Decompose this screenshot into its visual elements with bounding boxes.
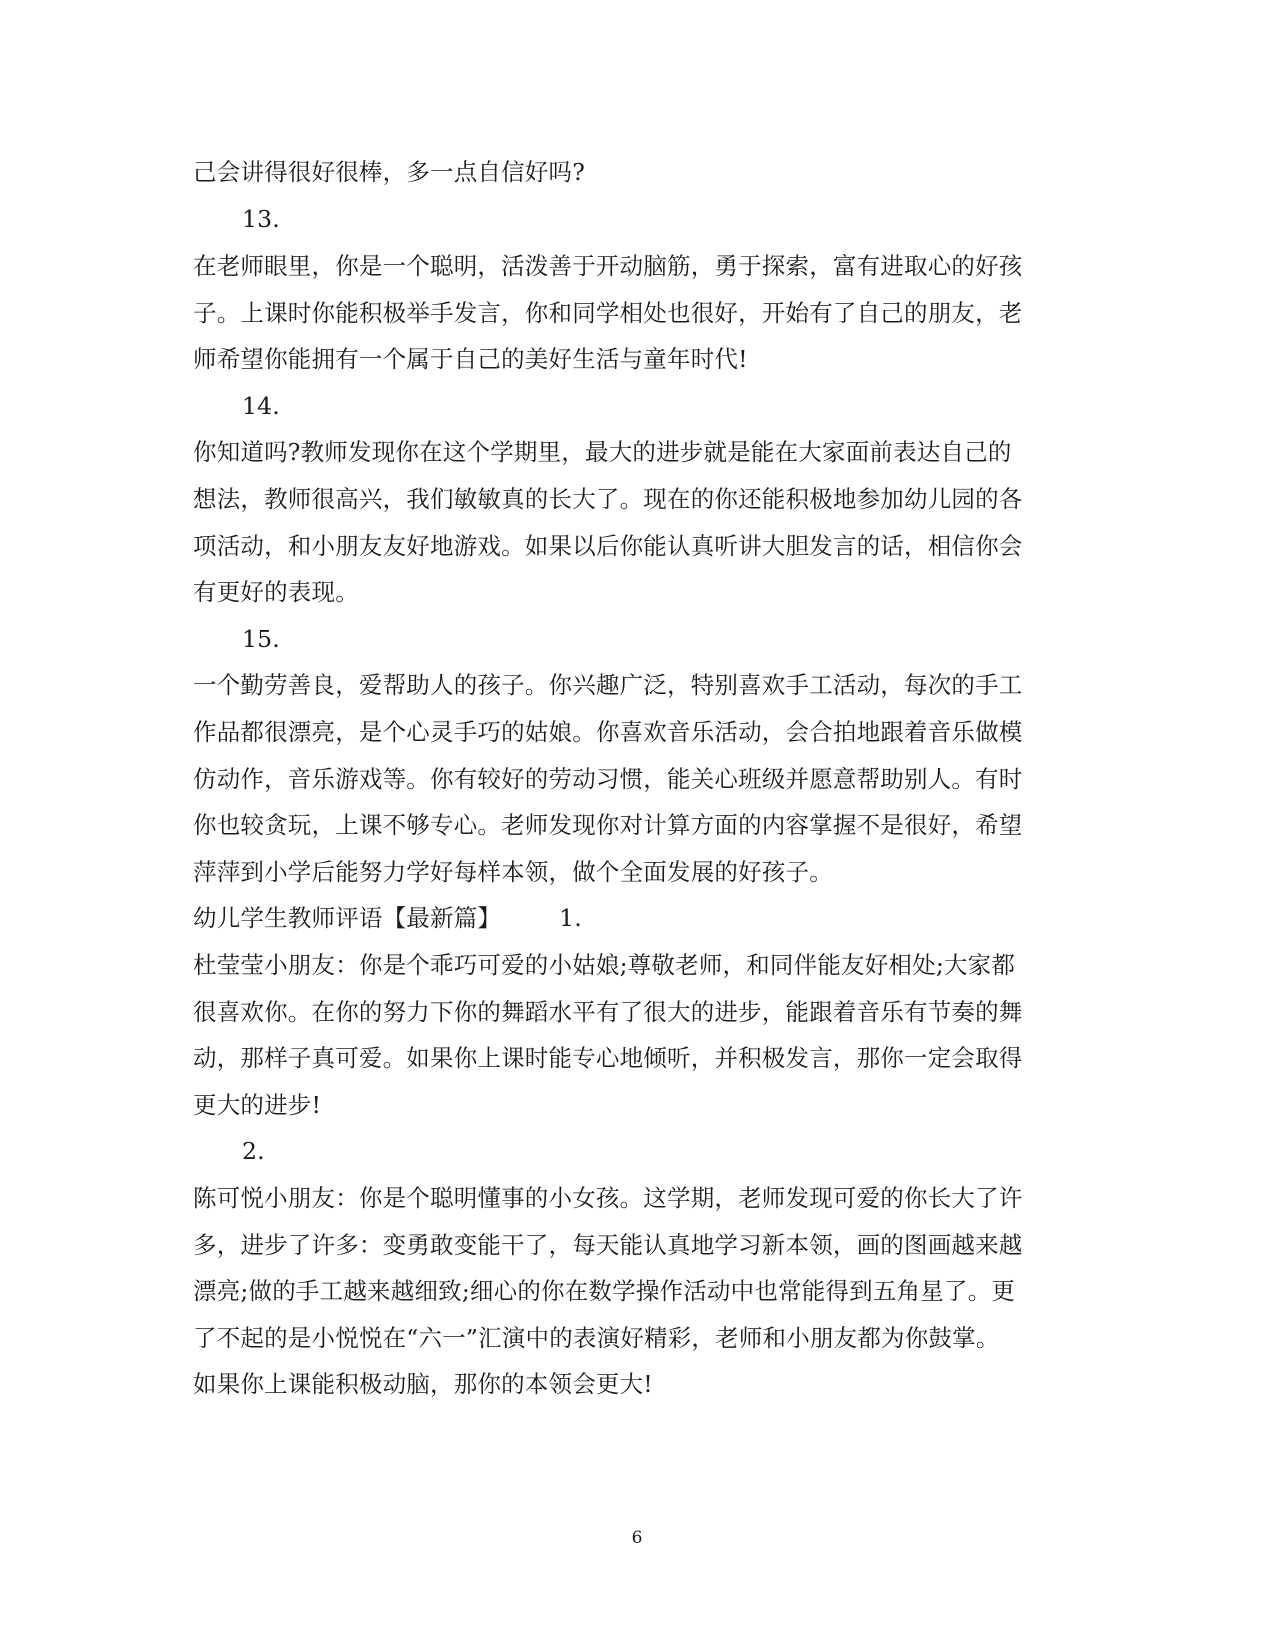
page-number: 6 xyxy=(631,1528,643,1548)
item-number: 14. xyxy=(242,392,280,420)
item-number: 2. xyxy=(242,1137,265,1165)
paragraph-line: 萍萍到小学后能努力学好每样本领，做个全面发展的好孩子。 xyxy=(193,858,833,886)
paragraph-line: 更大的进步! xyxy=(193,1091,322,1119)
paragraph-line: 仿动作，音乐游戏等。你有较好的劳动习惯，能关心班级并愿意帮助别人。有时 xyxy=(193,765,1023,793)
paragraph-line: 动，那样子真可爱。如果你上课时能专心地倾听，并积极发言，那你一定会取得 xyxy=(193,1044,1023,1072)
paragraph-line: 想法，教师很高兴，我们敏敏真的长大了。现在的你还能积极地参加幼儿园的各 xyxy=(193,485,1023,513)
paragraph-line: 子。上课时你能积极举手发言，你和同学相处也很好，开始有了自己的朋友，老 xyxy=(193,299,1023,327)
item-number: 15. xyxy=(242,625,280,653)
section-heading xyxy=(193,903,582,933)
paragraph-line: 作品都很漂亮，是个心灵手巧的姑娘。你喜欢音乐活动，会合拍地跟着音乐做模 xyxy=(193,718,1023,746)
item-number: 1. xyxy=(559,904,582,932)
paragraph-line: 在老师眼里，你是一个聪明，活泼善于开动脑筋，勇于探索，富有进取心的好孩 xyxy=(193,252,1023,280)
paragraph-line: 一个勤劳善良，爱帮助人的孩子。你兴趣广泛，特别喜欢手工活动，每次的手工 xyxy=(193,671,1023,699)
paragraph-line: 你也较贪玩，上课不够专心。老师发现你对计算方面的内容掌握不是很好，希望 xyxy=(193,811,1023,839)
paragraph-line: 多，进步了许多：变勇敢变能干了，每天能认真地学习新本领，画的图画越来越 xyxy=(193,1231,1023,1259)
paragraph-line: 有更好的表现。 xyxy=(193,578,359,606)
item-number: 13. xyxy=(242,205,280,233)
paragraph-line: 漂亮;做的手工越来越细致;细心的你在数学操作活动中也常能得到五角星了。更 xyxy=(193,1277,1016,1305)
paragraph-line: 很喜欢你。在你的努力下你的舞蹈水平有了很大的进步，能跟着音乐有节奏的舞 xyxy=(193,998,1023,1026)
paragraph-line: 师希望你能拥有一个属于自己的美好生活与童年时代! xyxy=(193,345,748,373)
section-heading-text: 幼儿学生教师评语【最新篇】 xyxy=(193,904,502,932)
paragraph-line: 你知道吗?教师发现你在这个学期里，最大的进步就是能在大家面前表达自己的 xyxy=(193,438,1012,466)
paragraph-line: 如果你上课能积极动脑，那你的本领会更大! xyxy=(193,1370,653,1398)
paragraph-line: 己会讲得很好很棒，多一点自信好吗? xyxy=(193,158,585,186)
paragraph-line: 陈可悦小朋友：你是个聪明懂事的小女孩。这学期，老师发现可爱的你长大了许 xyxy=(193,1184,1023,1212)
paragraph-line: 杜莹莹小朋友：你是个乖巧可爱的小姑娘;尊敬老师，和同伴能友好相处;大家都 xyxy=(193,951,1016,979)
paragraph-line: 了不起的是小悦悦在“六一”汇演中的表演好精彩，老师和小朋友都为你鼓掌。 xyxy=(193,1324,1000,1352)
paragraph-line: 项活动，和小朋友友好地游戏。如果以后你能认真听讲大胆发言的话，相信你会 xyxy=(193,532,1023,560)
